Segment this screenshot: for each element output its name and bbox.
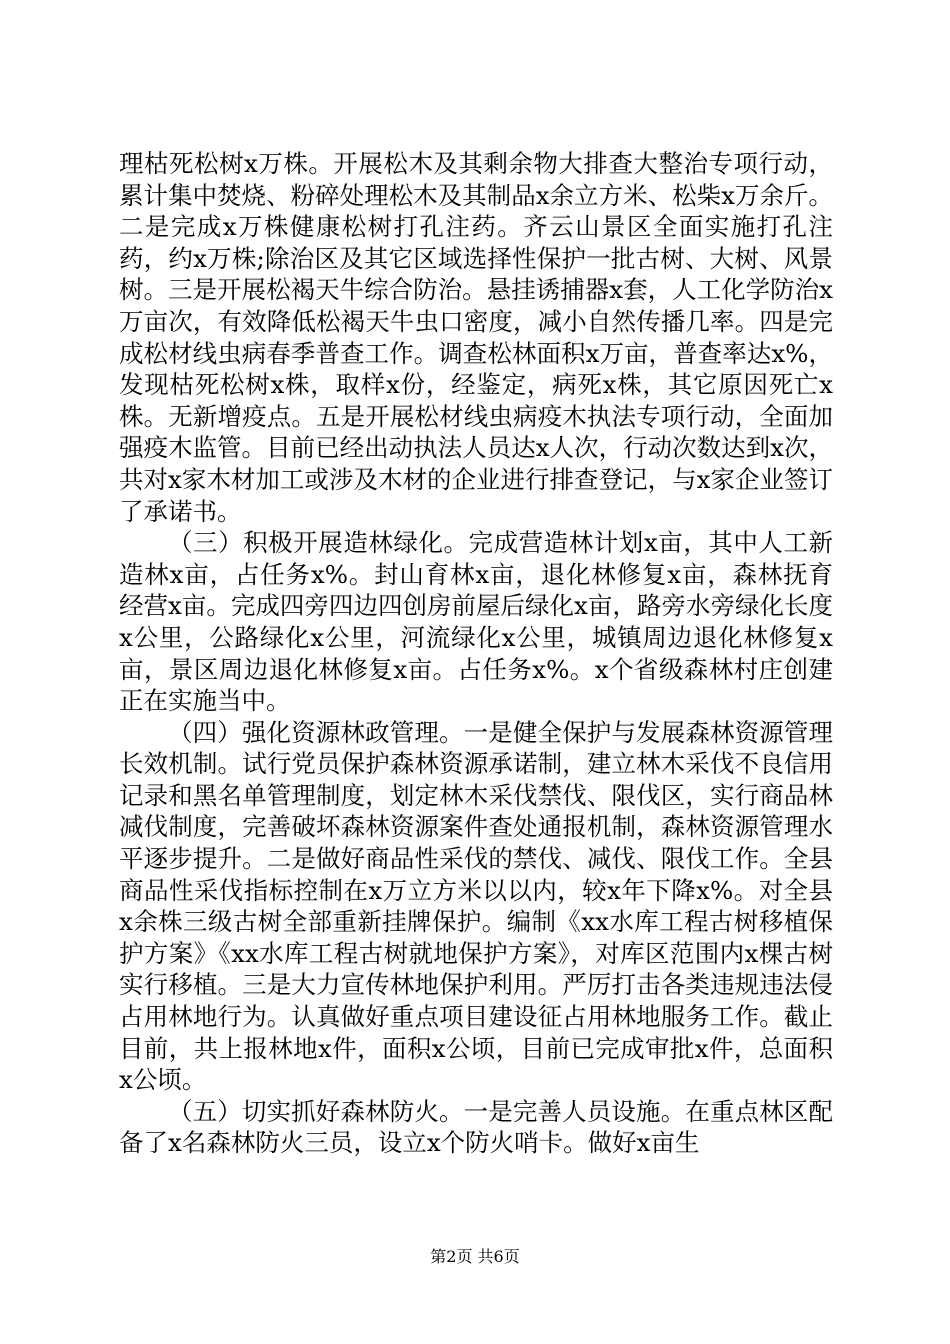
paragraph-pest-control: 理枯死松树x万株。开展松木及其剩余物大排查大整治专项行动，累计集中焚烧、粉碎处理松木及其制品x余立方米、松柴x万余斤。二是完成x万株健康松树打孔注药。齐云山景区全面实施打孔注药，约x万株;除治区及其它区域选择性保护一批古树、大树、风景树。三是开展松褐天牛综合防治。悬挂诱捕器x套，人工化学防治x万亩次，有效降低松褐天牛虫口密度，减小自然传播几率。四是完成松材线虫病春季普查工作。调查松林面积x万亩，普查率达x%，发现枯死松树x株，取样x份，经鉴定，病死x株，其它原因死亡x株。无新增疫点。五是开展松材线虫病疫木执法专项行动，全面加强疫木监管。目前已经出动执法人员达x人次，行动次数达到x次，共对x家木材加工或涉及木材的企业进行排查登记，与x家企业签订了承诺书。 <box>119 149 833 526</box>
paragraph-forest-resource-management: （四）强化资源林政管理。一是健全保护与发展森林资源管理长效机制。试行党员保护森林资源承诺制，建立林木采伐不良信用记录和黑名单管理制度，划定林木采伐禁伐、限伐区，实行商品林减伐制度，完善破坏森林资源案件查处通报机制，森林资源管理水平逐步提升。二是做好商品性采伐的禁伐、减伐、限伐工作。全县商品性采伐指标控制在x万立方米以以内，较x年下降x%。对全县x余株三级古树全部重新挂牌保护。编制《xx水库工程古树移植保护方案》《xx水库工程古树就地保护方案》，对库区范围内x棵古树实行移植。三是大力宣传林地保护利用。严厉打击各类违规违法侵占用林地行为。认真做好重点项目建设征占用林地服务工作。截止目前，共上报林地x件，面积x公顷，目前已完成审批x件，总面积x公顷。 <box>119 717 833 1095</box>
paragraph-fire-prevention: （五）切实抓好森林防火。一是完善人员设施。在重点林区配备了x名森林防火三员，设立x个防火哨卡。做好x亩生 <box>119 1096 833 1158</box>
paragraph-afforestation: （三）积极开展造林绿化。完成营造林计划x亩，其中人工新造林x亩，占任务x%。封山育林x亩，退化林修复x亩，森林抚育经营x亩。完成四旁四边四创房前屋后绿化x亩，路旁水旁绿化长度x公里，公路绿化x公里，河流绿化x公里，城镇周边退化林修复x亩，景区周边退化林修复x亩。占任务x%。x个省级森林村庄创建正在实施当中。 <box>119 528 833 716</box>
page-footer: 第2页 共6页 <box>430 1247 520 1266</box>
body-text <box>119 148 833 1159</box>
